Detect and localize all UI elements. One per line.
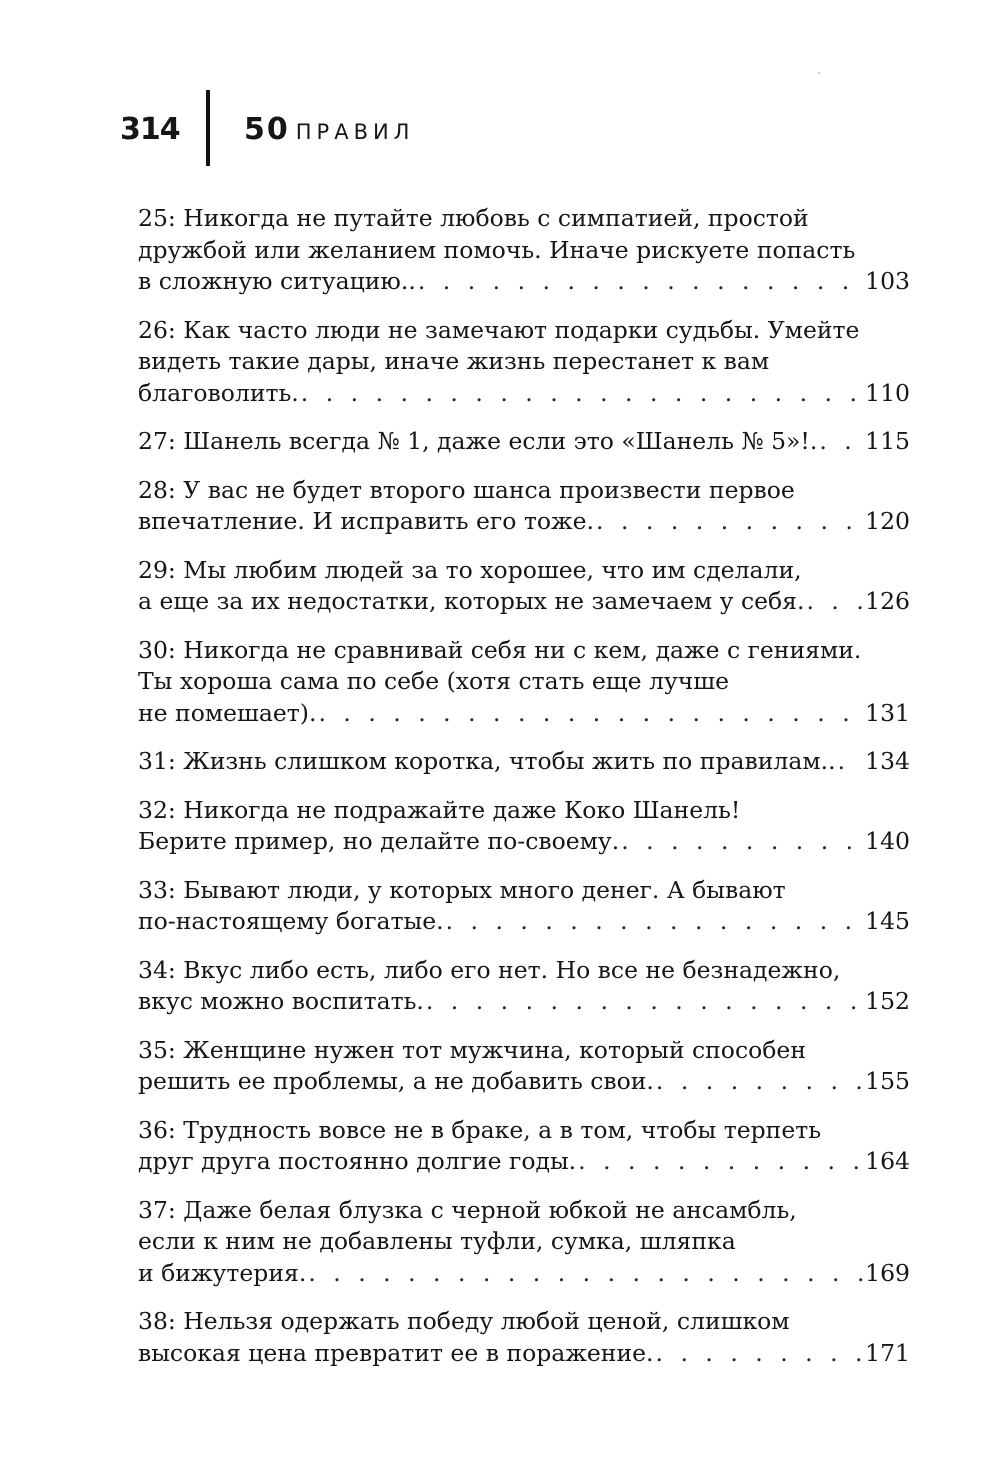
toc-entry bbox=[138, 1195, 910, 1290]
toc-entry-line: 32: Никогда не подражайте даже Коко Шанель! bbox=[138, 795, 741, 824]
toc-entry bbox=[138, 875, 910, 938]
toc-entry-text: Берите пример, но делайте по-своему. bbox=[138, 827, 620, 855]
dot-leader bbox=[656, 1066, 863, 1098]
toc-page-number: 120 bbox=[865, 507, 910, 535]
toc-entry-text: впечатление. И исправить его тоже. bbox=[138, 507, 595, 535]
toc-entry-text: не помешает). bbox=[138, 698, 317, 727]
toc-entry bbox=[138, 795, 910, 858]
toc-entry bbox=[138, 1306, 910, 1369]
toc-entry bbox=[138, 635, 910, 730]
toc-entry bbox=[138, 203, 910, 298]
toc-entry-last-line bbox=[138, 698, 910, 730]
toc-entry-last-line bbox=[138, 378, 910, 410]
toc-entry bbox=[138, 315, 910, 410]
toc-page-number: 134 bbox=[865, 747, 910, 775]
toc-entry-line: дружбой или желанием помочь. Иначе рискуете попасть bbox=[138, 235, 856, 264]
toc-page-number: 131 bbox=[865, 698, 910, 727]
book-title-word: ПРАВИЛ bbox=[295, 120, 415, 144]
page-number: 314 bbox=[120, 112, 180, 147]
book-title bbox=[244, 112, 414, 147]
toc-entry bbox=[138, 955, 910, 1018]
toc-entry-line: 28: У вас не будет второго шанса произвести первое bbox=[138, 475, 795, 504]
scan-speck bbox=[818, 72, 820, 74]
toc-entry-last-line bbox=[138, 1146, 910, 1178]
toc-entry-last-line bbox=[138, 426, 910, 458]
table-of-contents bbox=[138, 203, 910, 1386]
toc-entry-text: 31: Жизнь слишком коротка, чтобы жить по правилам.. bbox=[138, 747, 836, 775]
toc-page-number: 145 bbox=[865, 907, 910, 935]
toc-entry bbox=[138, 555, 910, 618]
dot-leader bbox=[301, 378, 863, 410]
toc-page-number: 155 bbox=[865, 1067, 910, 1095]
dot-leader bbox=[318, 698, 863, 730]
toc-entry-text: вкус можно воспитать. bbox=[138, 987, 424, 1015]
toc-entry-line: 37: Даже белая блузка с черной юбкой не ансамбль, bbox=[138, 1195, 797, 1224]
toc-entry-last-line bbox=[138, 506, 910, 538]
toc-page-number: 126 bbox=[865, 587, 910, 615]
toc-entry-text: высокая цена превратит ее в поражение. bbox=[138, 1338, 654, 1367]
toc-entry-last-line bbox=[138, 586, 910, 618]
toc-entry-last-line bbox=[138, 986, 910, 1018]
toc-entry-line: если к ним не добавлены туфли, сумка, шляпка bbox=[138, 1227, 736, 1255]
dot-leader bbox=[596, 506, 863, 538]
toc-entry-text: по-настоящему богатые. bbox=[138, 907, 444, 935]
toc-entry-line: 30: Никогда не сравнивай себя ни с кем, даже с гениями. bbox=[138, 635, 862, 664]
dot-leader bbox=[656, 1338, 864, 1370]
dot-leader bbox=[426, 986, 863, 1018]
toc-entry-last-line bbox=[138, 746, 910, 778]
toc-entry-line: 29: Мы любим людей за то хорошее, что им сделали, bbox=[138, 555, 802, 584]
header-divider bbox=[206, 90, 210, 166]
toc-entry bbox=[138, 426, 910, 458]
dot-leader bbox=[806, 586, 863, 618]
toc-entry-text: решить ее проблемы, а не добавить свои. bbox=[138, 1067, 654, 1095]
toc-page-number: 152 bbox=[865, 987, 910, 1015]
toc-entry-line: 35: Женщине нужен тот мужчина, который способен bbox=[138, 1035, 806, 1064]
dot-leader bbox=[418, 266, 863, 298]
toc-page-number: 164 bbox=[865, 1147, 910, 1175]
toc-entry-last-line bbox=[138, 906, 910, 938]
toc-entry-line: 33: Бывают люди, у которых много денег. А бывают bbox=[138, 875, 786, 904]
toc-entry-line: 34: Вкус либо есть, либо его нет. Но все не безнадежно, bbox=[138, 955, 841, 984]
toc-page-number: 171 bbox=[865, 1338, 910, 1367]
toc-entry-line: 38: Нельзя одержать победу любой ценой, слишком bbox=[138, 1307, 790, 1335]
book-title-number: 50 bbox=[244, 112, 290, 147]
dot-leader bbox=[308, 1258, 863, 1290]
dot-leader bbox=[838, 746, 864, 778]
toc-entry-last-line bbox=[138, 1066, 910, 1098]
toc-entry-last-line bbox=[138, 1338, 910, 1370]
dot-leader bbox=[819, 426, 863, 458]
toc-page-number: 110 bbox=[865, 378, 910, 407]
toc-entry bbox=[138, 1115, 910, 1178]
toc-entry bbox=[138, 746, 910, 778]
toc-page-number: 103 bbox=[865, 267, 910, 295]
toc-entry bbox=[138, 1035, 910, 1098]
toc-entry bbox=[138, 475, 910, 538]
toc-entry-text: друг друга постоянно долгие годы. bbox=[138, 1147, 577, 1175]
dot-leader bbox=[621, 826, 863, 858]
toc-entry-last-line bbox=[138, 826, 910, 858]
toc-entry-text: 27: Шанель всегда № 1, даже если это «Шанель № 5»!. bbox=[138, 427, 818, 455]
toc-entry-line: 26: Как часто люди не замечают подарки судьбы. Умейте bbox=[138, 315, 860, 344]
toc-entry-text: и бижутерия. bbox=[138, 1258, 307, 1287]
toc-entry-text: благоволить. bbox=[138, 378, 299, 407]
toc-entry-text: в сложную ситуацию.. bbox=[138, 267, 416, 295]
dot-leader bbox=[446, 906, 864, 938]
toc-entry-text: а еще за их недостатки, которых не замечаем у себя. bbox=[138, 587, 805, 615]
toc-entry-last-line bbox=[138, 266, 910, 298]
toc-page-number: 169 bbox=[865, 1258, 910, 1287]
toc-entry-line: 25: Никогда не путайте любовь с симпатией, простой bbox=[138, 204, 809, 232]
dot-leader bbox=[578, 1146, 863, 1178]
toc-entry-last-line bbox=[138, 1258, 910, 1290]
toc-entry-line: 36: Трудность вовсе не в браке, а в том, чтобы терпеть bbox=[138, 1115, 822, 1144]
toc-page-number: 140 bbox=[865, 827, 910, 855]
toc-entry-line: видеть такие дары, иначе жизнь перестанет к вам bbox=[138, 347, 770, 375]
toc-entry-line: Ты хороша сама по себе (хотя стать еще лучше bbox=[138, 667, 730, 695]
toc-page-number: 115 bbox=[865, 427, 910, 455]
